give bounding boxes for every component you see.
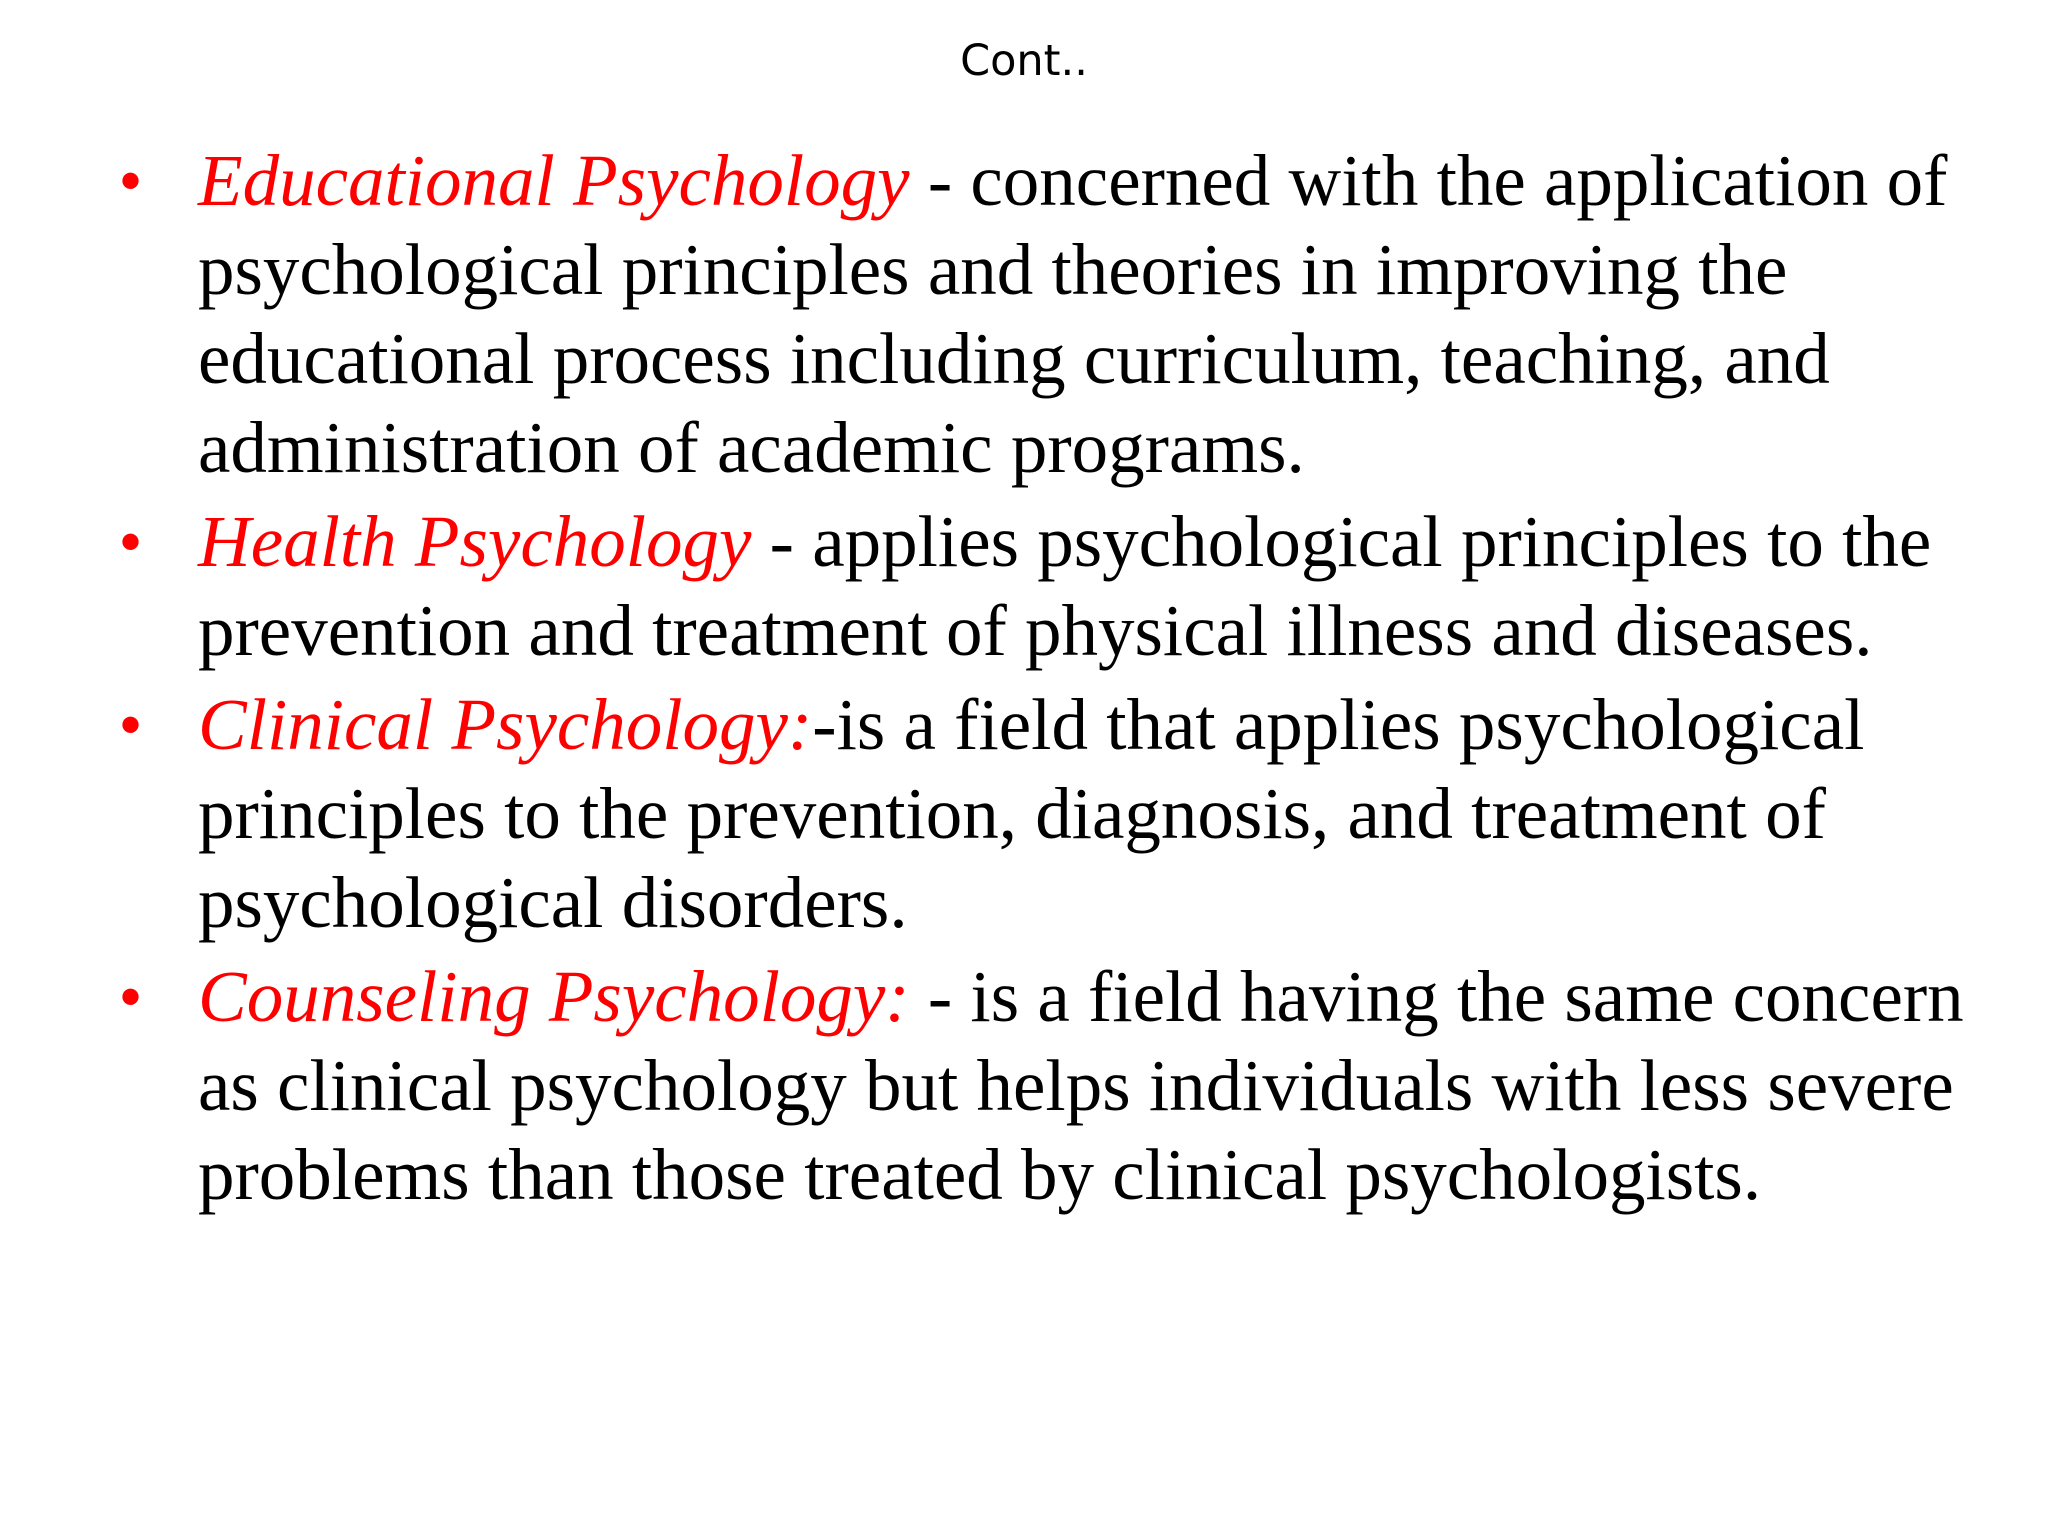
definition-counseling-psychology: - is a field having the same concern as clinical psychology but helps individuals with less severe problems than those treated by clinical psychologists. bbox=[198, 956, 1964, 1215]
bullet-item-health-psychology bbox=[120, 497, 2000, 675]
definition-educational-psychology: - concerned with the application of psychological principles and theories in improving the educational process including curriculum, teaching, and administration of academic programs. bbox=[198, 140, 1948, 488]
bullet-icon: • bbox=[120, 147, 142, 214]
bullet-icon: • bbox=[120, 691, 142, 758]
term-counseling-psychology: Counseling Psychology: bbox=[198, 956, 910, 1037]
bullet-list bbox=[120, 136, 2000, 1224]
definition-health-psychology: - applies psychological principles to the prevention and treatment of physical illness and diseases. bbox=[198, 501, 1932, 671]
bullet-item-clinical-psychology bbox=[120, 680, 2000, 947]
bullet-icon: • bbox=[120, 508, 142, 575]
term-clinical-psychology: Clinical Psychology: bbox=[198, 684, 813, 765]
bullet-item-educational-psychology bbox=[120, 136, 2000, 492]
bullet-item-counseling-psychology bbox=[120, 952, 2000, 1219]
slide-title: Cont.. bbox=[960, 36, 1088, 86]
term-educational-psychology: Educational Psychology bbox=[198, 140, 910, 221]
definition-clinical-psychology: -is a field that applies psychological principles to the prevention, diagnosis, and treatment of psychological disorders. bbox=[198, 684, 1865, 943]
bullet-icon: • bbox=[120, 963, 142, 1030]
term-health-psychology: Health Psychology bbox=[198, 501, 752, 582]
